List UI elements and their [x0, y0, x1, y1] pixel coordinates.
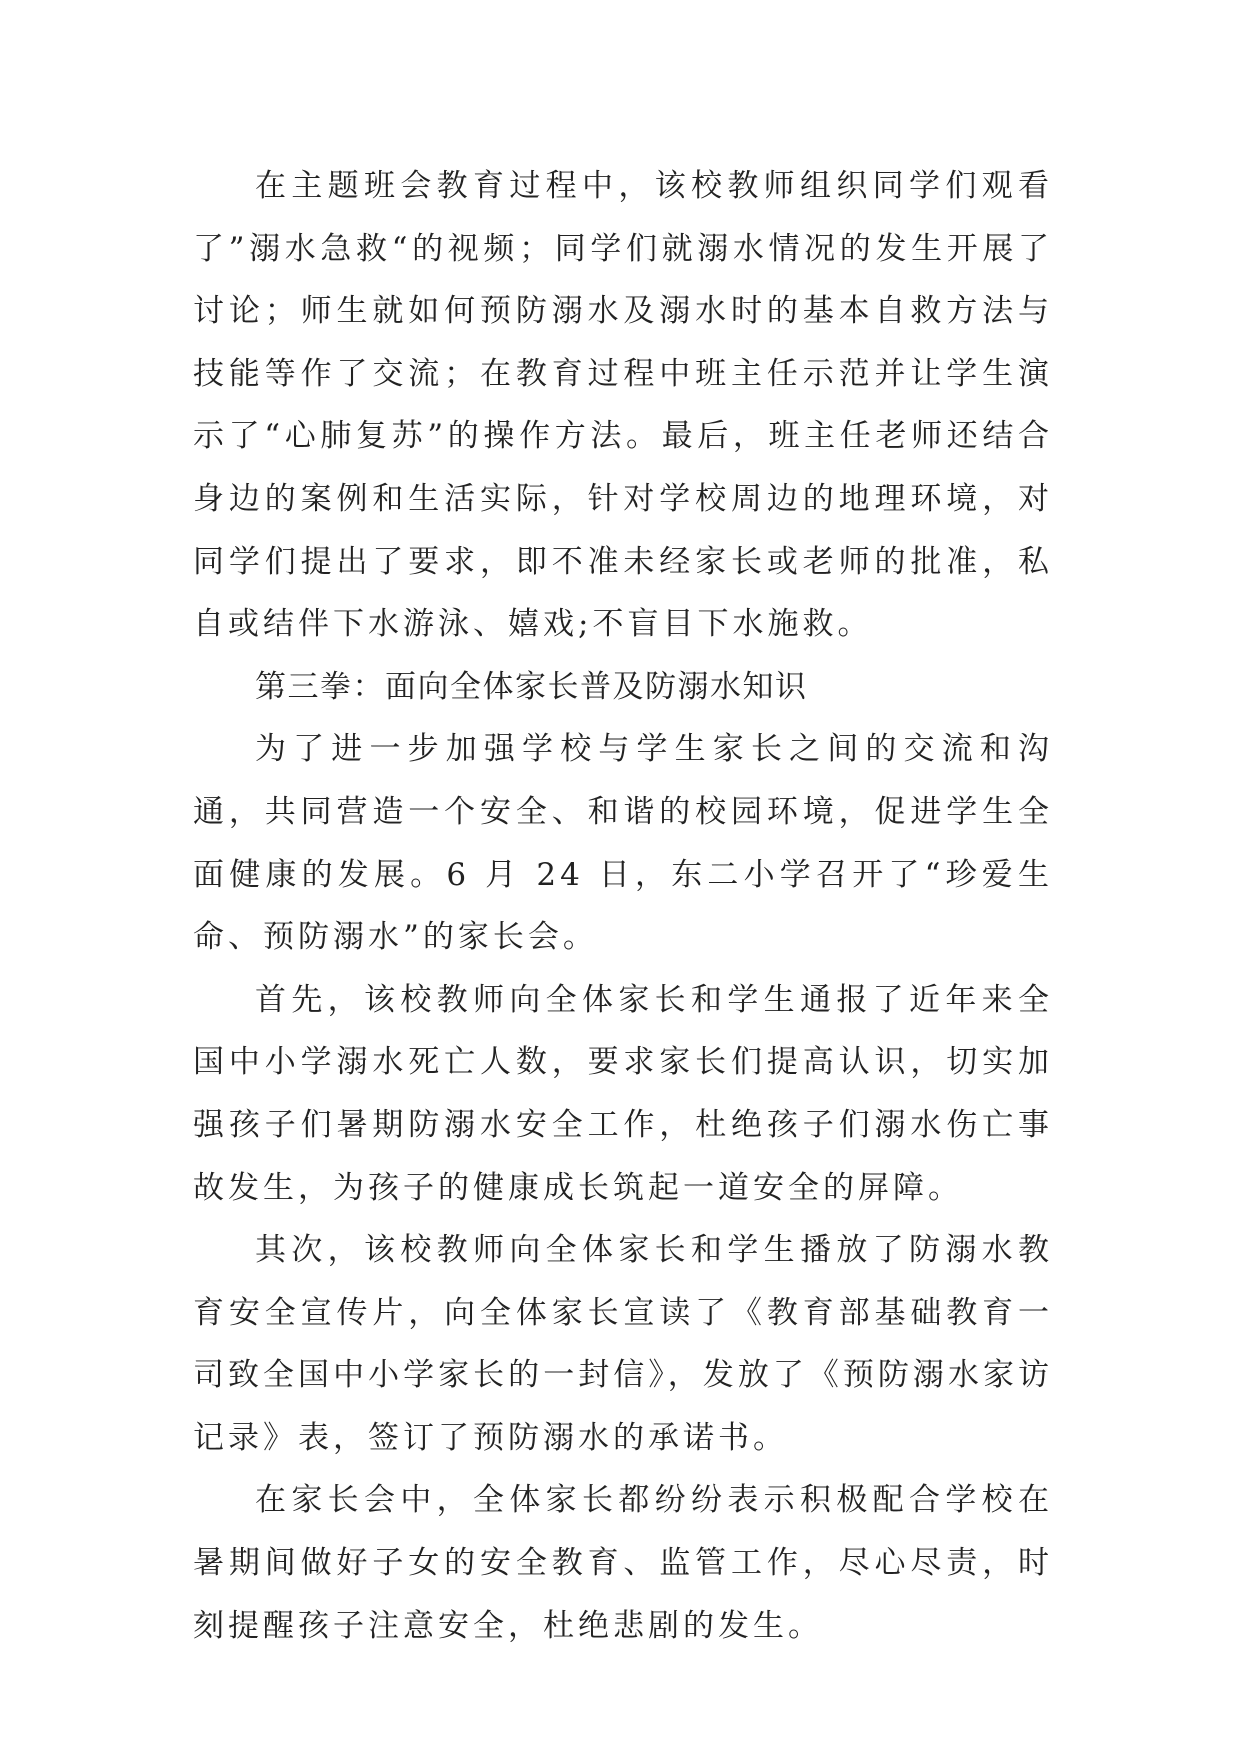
document-body — [193, 155, 1053, 1657]
paragraph-class-meeting: 在主题班会教育过程中，该校教师组织同学们观看了”溺水急救“的视频；同学们就溺水情况的发生开展了讨论；师生就如何预防溺水及溺水时的基本自救方法与技能等作了交流；在教育过程中班主任示范并让学生演示了“心肺复苏”的操作方法。最后，班主任老师还结合身边的案例和生活实际，针对学校周边的地理环境，对同学们提出了要求，即不准未经家长或老师的批准，私自或结伴下水游泳、嬉戏;不盲目下水施救。 — [193, 168, 1053, 643]
paragraph-closing: 在家长会中，全体家长都纷纷表示积极配合学校在暑期间做好子女的安全教育、监管工作，尽心尽责，时刻提醒孩子注意安全，杜绝悲剧的发生。 — [193, 1482, 1053, 1644]
paragraph-first: 首先，该校教师向全体家长和学生通报了近年来全国中小学溺水死亡人数，要求家长们提高认识，切实加强孩子们暑期防溺水安全工作，杜绝孩子们溺水伤亡事故发生，为孩子的健康成长筑起一道安全的屏障。 — [193, 981, 1053, 1206]
paragraph-second: 其次，该校教师向全体家长和学生播放了防溺水教育安全宣传片，向全体家长宣读了《教育部基础教育一司致全国中小学家长的一封信》，发放了《预防溺水家访记录》表，签订了预防溺水的承诺书。 — [193, 1232, 1053, 1456]
paragraph-parent-meeting-intro: 为了进一步加强学校与学生家长之间的交流和沟通，共同营造一个安全、和谐的校园环境，促进学生全面健康的发展。6 月 24 日，东二小学召开了“珍爱生命、预防溺水”的家长会。 — [193, 731, 1053, 956]
section-heading-third: 第三拳：面向全体家长普及防溺水知识 — [255, 668, 808, 705]
